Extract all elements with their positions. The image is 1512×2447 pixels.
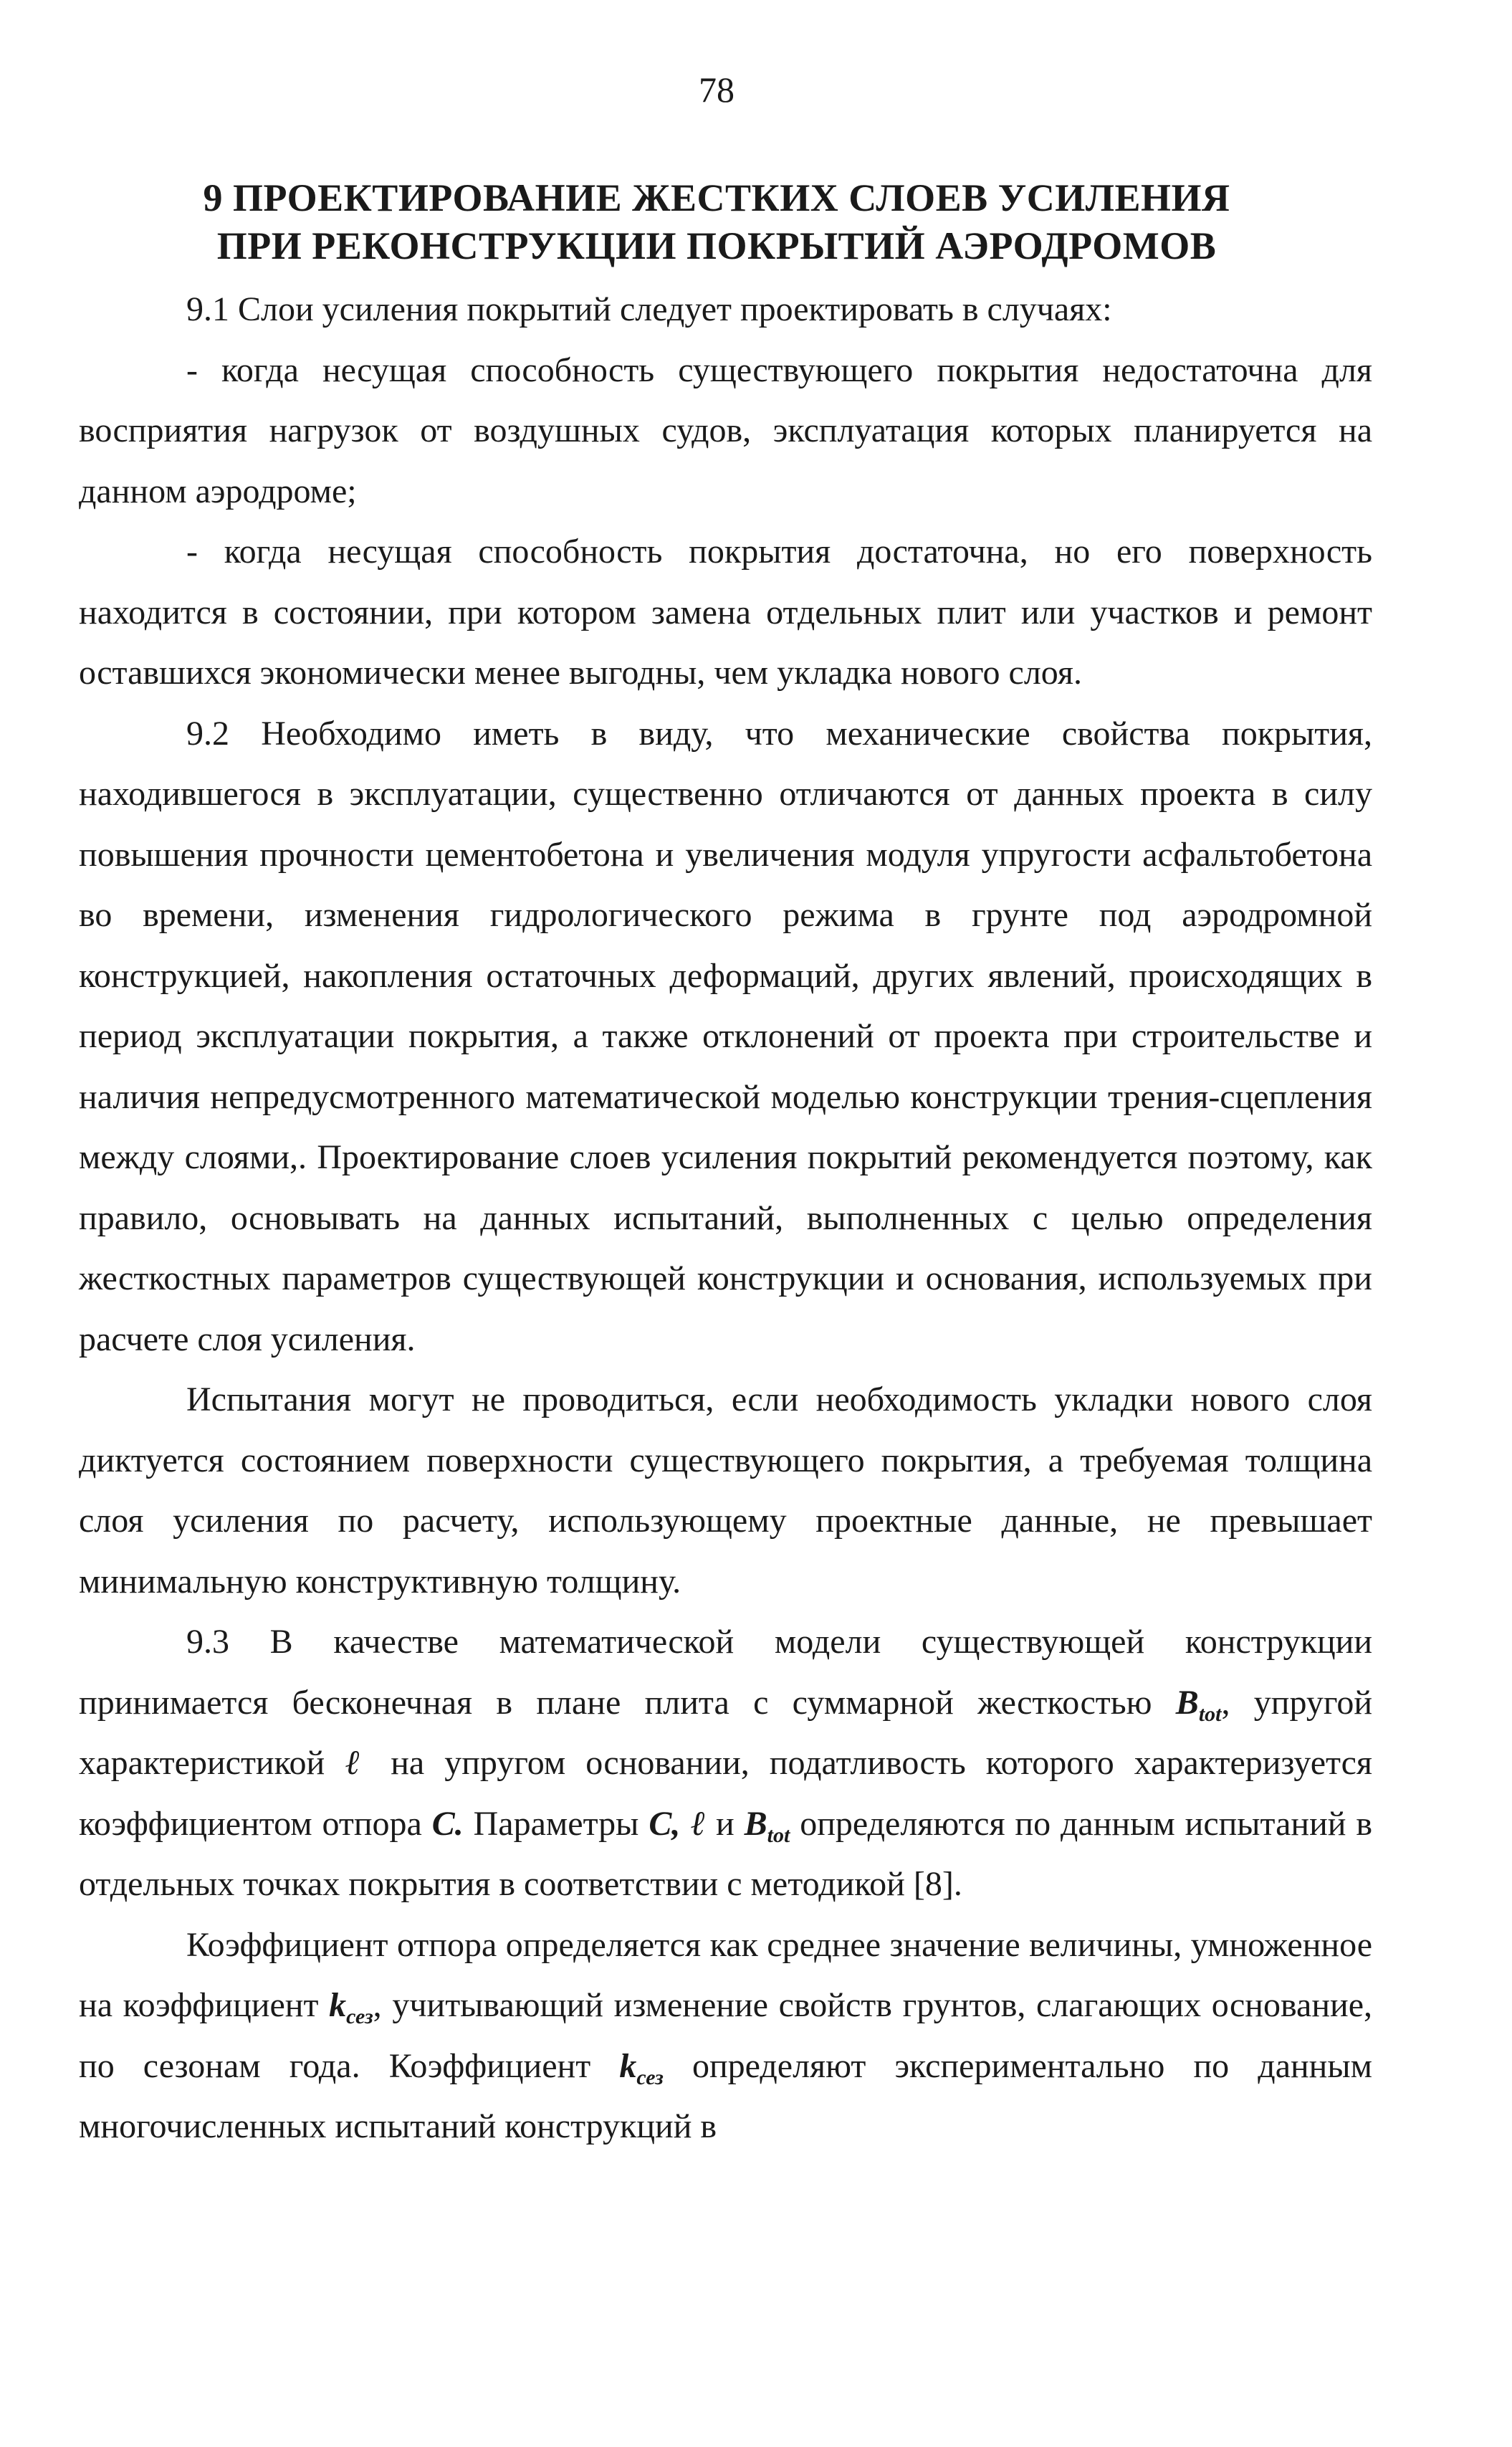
symbol-c: C,: [649, 1804, 681, 1843]
paragraph-9-2: 9.2 Необходимо иметь в виду, что механические свойства покрытия, находившегося в эксплуатации, существенно отличаются от данных проекта в силу повышения прочности цементобетона и увеличения модуля упругости асфальтобетона во времени, изменения гидрологического режима в грунте под аэродромной конструкцией, накопления остаточных деформаций, других явлений, происходящих в период эксплуатации покрытия, а также отклонений от проекта при строительстве и наличия непредусмотренного математической моделью конструкции трения-сцепления между слоями,. Проектирование слоев усиления покрытий рекомендуется поэтому, как правило, основывать на данных испытаний, выполненных с целью определения жесткостных параметров существующей конструкции и основания, используемых при расчете слоя усиления.: [79, 714, 1372, 1358]
paragraph-9-3: [79, 1612, 1372, 1915]
text-run: , учитывающий изменение свойств грунтов, слагающих основание, по сезонам года. Коэффициент: [79, 1986, 1373, 2085]
symbol-k-ses: [329, 1986, 373, 2028]
text-run: Коэффициент отпора определяется как среднее значение величины, умноженное на коэффициент: [79, 1925, 1372, 2024]
chapter-heading-line-1: 9 ПРОЕКТИРОВАНИЕ ЖЕСТКИХ СЛОЕВ УСИЛЕНИЯ: [203, 176, 1230, 219]
text-run: определяются по данным испытаний в отдельных точках покрытия в соответствии с методикой [8].: [79, 1804, 1373, 1903]
chapter-heading-line-2: ПРИ РЕКОНСТРУКЦИИ ПОКРЫТИЙ АЭРОДРОМОВ: [216, 224, 1217, 267]
symbol-k-ses: [619, 2046, 664, 2089]
page-number: 78: [699, 70, 735, 110]
symbol-letter: k: [329, 1986, 347, 2024]
text-run: 9.3 В качестве математической модели существующей конструкции принимается бесконечная в плане плита с суммарной жесткостью: [79, 1623, 1372, 1722]
symbol-ell: ℓ: [690, 1804, 707, 1843]
symbol-subscript: сез: [636, 2065, 664, 2089]
symbol-letter: k: [619, 2046, 637, 2085]
paragraph-tests-note: Испытания могут не проводиться, если необходимость укладки нового слоя диктуется состоянием поверхности существующего покрытия, а требуемая толщина слоя усиления по расчету, использующему проектные данные, не превышает минимальную конструктивную толщину.: [79, 1380, 1372, 1601]
text-run: на упругом основании, податливость которого характеризуется коэффициентом отпора: [79, 1744, 1372, 1843]
text-run: и: [706, 1804, 745, 1843]
paragraph-coefficient: [79, 1915, 1372, 2157]
text-run: [680, 1805, 690, 1843]
symbol-b-tot: [744, 1804, 790, 1847]
symbol-ell: ℓ: [345, 1744, 371, 1782]
symbol-letter: B: [1175, 1683, 1199, 1722]
symbol-letter: B: [744, 1804, 767, 1843]
text-run: Параметры: [463, 1804, 649, 1843]
text-run: , упругой характеристикой: [79, 1683, 1373, 1782]
symbol-subscript: tot: [767, 1823, 790, 1847]
paragraph-9-1: 9.1 Слои усиления покрытий следует проектировать в случаях:: [186, 290, 1112, 328]
symbol-subscript: сез: [346, 2005, 373, 2028]
symbol-c: C.: [431, 1804, 464, 1843]
paragraph-case-2: - когда несущая способность покрытия достаточна, но его поверхность находится в состоянии, при котором замена отдельных плит или участков и ремонт оставшихся экономически менее выгодны, чем укладка нового слоя.: [79, 533, 1372, 692]
text-run: определяют экспериментально по данным многочисленных испытаний конструкций в: [79, 2046, 1372, 2145]
paragraph-case-1: - когда несущая способность существующего покрытия недостаточна для восприятия нагрузок от воздушных судов, эксплуатация которых планируется на данном аэродроме;: [79, 350, 1372, 510]
symbol-subscript: tot: [1198, 1702, 1222, 1726]
symbol-b-tot: [1175, 1683, 1222, 1726]
document-body: [79, 280, 1372, 2157]
